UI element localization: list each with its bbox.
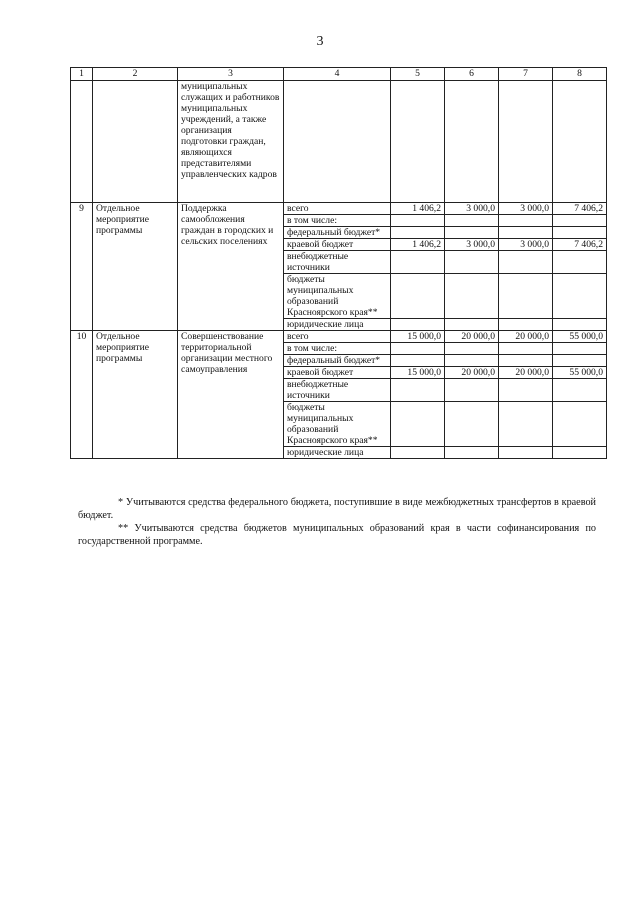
column-number-row xyxy=(71,68,607,81)
table-cell xyxy=(391,81,445,203)
table-cell xyxy=(445,81,499,203)
value-2014 xyxy=(391,402,445,447)
value-2014 xyxy=(391,227,445,239)
footnote-federal xyxy=(78,496,596,522)
column-number: 7 xyxy=(499,68,553,81)
value-2015 xyxy=(445,251,499,274)
measure-type: Отдельное мероприятие программы xyxy=(93,203,178,331)
row-number: 10 xyxy=(71,331,93,459)
funding-source: федеральный бюджет* xyxy=(284,227,391,239)
value-total xyxy=(553,274,607,319)
value-2016 xyxy=(499,319,553,331)
value-total xyxy=(553,343,607,355)
funding-source: бюджеты муниципальных образований Красноярского края** xyxy=(284,274,391,319)
value-total xyxy=(553,319,607,331)
value-2014 xyxy=(391,319,445,331)
continuation-row xyxy=(71,81,607,203)
row-number: 9 xyxy=(71,203,93,331)
funding-source: внебюджетные источники xyxy=(284,251,391,274)
value-2015 xyxy=(445,274,499,319)
column-number: 6 xyxy=(445,68,499,81)
value-2016 xyxy=(499,227,553,239)
page-number: 3 xyxy=(316,34,324,49)
value-2014 xyxy=(391,343,445,355)
column-number: 4 xyxy=(284,68,391,81)
value-total: 7 406,2 xyxy=(553,203,607,215)
value-2014: 1 406,2 xyxy=(391,239,445,251)
value-2015: 20 000,0 xyxy=(445,367,499,379)
value-2014: 1 406,2 xyxy=(391,203,445,215)
value-2016 xyxy=(499,251,553,274)
measure-name: Совершенствование территориальной организации местного самоуправления xyxy=(178,331,284,459)
funding-source: федеральный бюджет* xyxy=(284,355,391,367)
footnote-text: * Учитываются средства федерального бюджета, поступившие в виде межбюджетных трансфертов в краевой бюджет. xyxy=(78,497,596,521)
value-2016: 3 000,0 xyxy=(499,203,553,215)
value-2015 xyxy=(445,215,499,227)
table-cell xyxy=(284,81,391,203)
value-2014 xyxy=(391,215,445,227)
value-total xyxy=(553,355,607,367)
funding-source: юридические лица xyxy=(284,447,391,459)
value-2014 xyxy=(391,447,445,459)
value-2016: 20 000,0 xyxy=(499,367,553,379)
value-2016 xyxy=(499,274,553,319)
value-2016 xyxy=(499,355,553,367)
value-2015 xyxy=(445,379,499,402)
measure-type: Отдельное мероприятие программы xyxy=(93,331,178,459)
value-total: 7 406,2 xyxy=(553,239,607,251)
value-2016 xyxy=(499,402,553,447)
funding-source: внебюджетные источники xyxy=(284,379,391,402)
value-2015: 3 000,0 xyxy=(445,203,499,215)
value-2016 xyxy=(499,343,553,355)
value-2015 xyxy=(445,355,499,367)
footnote-municipal xyxy=(78,522,596,548)
value-2015 xyxy=(445,402,499,447)
table-row xyxy=(71,203,607,215)
column-number: 8 xyxy=(553,68,607,81)
value-2016: 3 000,0 xyxy=(499,239,553,251)
table-row xyxy=(71,331,607,343)
funding-source: в том числе: xyxy=(284,215,391,227)
value-total xyxy=(553,215,607,227)
funding-source: краевой бюджет xyxy=(284,367,391,379)
table-cell xyxy=(71,81,93,203)
value-2014: 15 000,0 xyxy=(391,331,445,343)
value-2014 xyxy=(391,251,445,274)
column-number: 2 xyxy=(93,68,178,81)
value-2014 xyxy=(391,355,445,367)
value-2015 xyxy=(445,447,499,459)
continued-measure-name: муниципальных служащих и работников муниципальных учреждений, а также организация подготовки граждан, являющихся представителями управленческих кадров xyxy=(178,81,284,203)
funding-source: в том числе: xyxy=(284,343,391,355)
value-total xyxy=(553,447,607,459)
column-number: 5 xyxy=(391,68,445,81)
value-total xyxy=(553,379,607,402)
value-2014 xyxy=(391,274,445,319)
table-cell xyxy=(499,81,553,203)
value-2015 xyxy=(445,227,499,239)
column-number: 3 xyxy=(178,68,284,81)
value-total xyxy=(553,227,607,239)
footnote-text: ** Учитываются средства бюджетов муниципальных образований края в части софинансирования по государственной программе. xyxy=(78,523,596,547)
value-total xyxy=(553,402,607,447)
column-number: 1 xyxy=(71,68,93,81)
value-2016 xyxy=(499,447,553,459)
value-2015: 20 000,0 xyxy=(445,331,499,343)
funding-source: всего xyxy=(284,203,391,215)
value-total: 55 000,0 xyxy=(553,367,607,379)
funding-source: бюджеты муниципальных образований Красноярского края** xyxy=(284,402,391,447)
funding-source: краевой бюджет xyxy=(284,239,391,251)
table-cell xyxy=(93,81,178,203)
funding-source: юридические лица xyxy=(284,319,391,331)
value-2015 xyxy=(445,319,499,331)
measure-name: Поддержка самообложения граждан в городских и сельских поселениях xyxy=(178,203,284,331)
value-total: 55 000,0 xyxy=(553,331,607,343)
value-2016 xyxy=(499,379,553,402)
value-total xyxy=(553,251,607,274)
value-2016 xyxy=(499,215,553,227)
value-2014 xyxy=(391,379,445,402)
value-2015 xyxy=(445,343,499,355)
value-2015: 3 000,0 xyxy=(445,239,499,251)
value-2016: 20 000,0 xyxy=(499,331,553,343)
funding-source: всего xyxy=(284,331,391,343)
value-2014: 15 000,0 xyxy=(391,367,445,379)
program-budget-table xyxy=(70,67,607,459)
table-cell xyxy=(553,81,607,203)
